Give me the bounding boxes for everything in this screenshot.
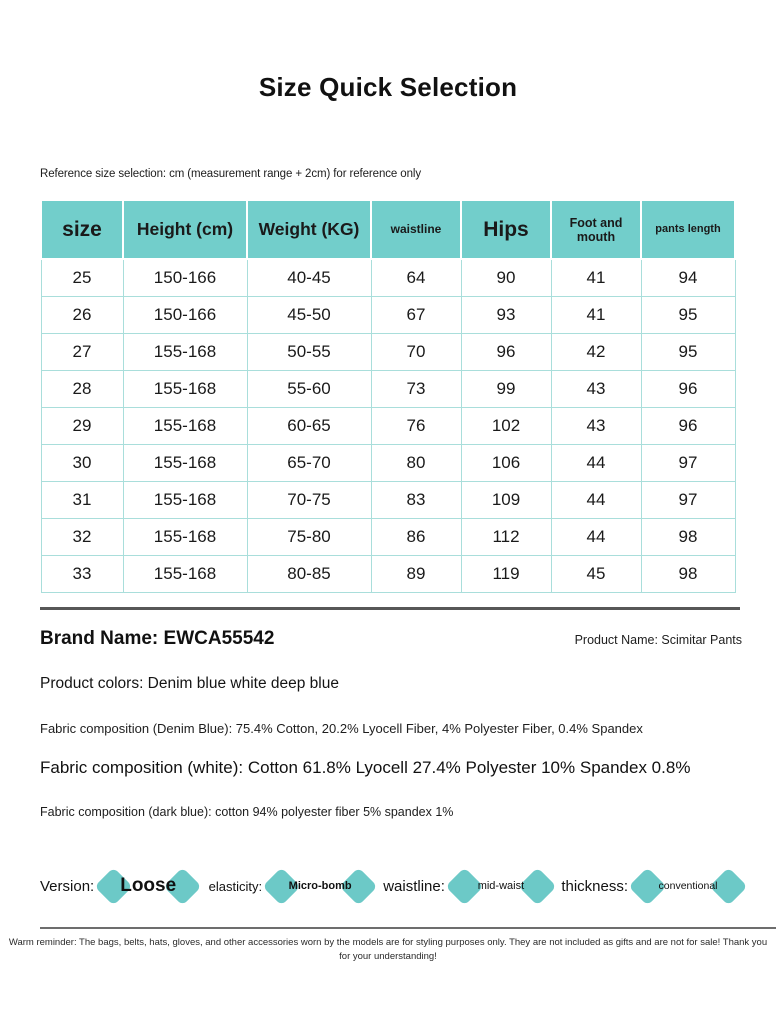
attribute-row: [40, 866, 742, 906]
attribute-value-version: Loose: [120, 875, 177, 896]
cell-weight: 60-65: [247, 408, 371, 445]
column-header-waistline: waistline: [371, 200, 461, 259]
cell-weight: 75-80: [247, 519, 371, 556]
cell-waistline: 70: [371, 334, 461, 371]
cell-foot: 42: [551, 334, 641, 371]
cell-hips: 99: [461, 371, 551, 408]
cell-weight: 70-75: [247, 482, 371, 519]
table-row: [41, 297, 735, 334]
reference-note: Reference size selection: cm (measurement range + 2cm) for reference only: [40, 168, 421, 180]
attribute-label-waistline: waistline:: [383, 877, 445, 895]
cell-foot: 44: [551, 482, 641, 519]
cell-hips: 109: [461, 482, 551, 519]
attribute-value-waistline: mid-waist: [477, 880, 525, 892]
attribute-waistline: [383, 866, 551, 906]
cell-size: 31: [41, 482, 123, 519]
fabric-composition-denim: Fabric composition (Denim Blue): 75.4% Cotton, 20.2% Lyocell Fiber, 4% Polyester Fiber, 0.4% Spandex: [40, 721, 643, 736]
section-divider-bottom: [40, 927, 776, 929]
cell-height: 155-168: [123, 371, 247, 408]
cell-foot: 44: [551, 519, 641, 556]
cell-waistline: 64: [371, 259, 461, 297]
cell-waistline: 67: [371, 297, 461, 334]
column-header-hips: Hips: [461, 200, 551, 259]
cell-hips: 90: [461, 259, 551, 297]
cell-height: 155-168: [123, 408, 247, 445]
warm-reminder-note: Warm reminder: The bags, belts, hats, gloves, and other accessories worn by the models are for styling purposes only. They are not included as gifts and are not for sale! Thank you for your understanding!: [8, 937, 768, 963]
attribute-badge-version: [100, 866, 196, 906]
attribute-elasticity: [209, 866, 372, 906]
attribute-label-thickness: thickness:: [561, 877, 629, 895]
cell-pants: 95: [641, 334, 735, 371]
cell-hips: 96: [461, 334, 551, 371]
attribute-version: [40, 866, 196, 906]
table-row: [41, 556, 735, 593]
fabric-composition-white: Fabric composition (white): Cotton 61.8% Lyocell 27.4% Polyester 10% Spandex 0.8%: [40, 758, 691, 777]
table-row: [41, 445, 735, 482]
cell-height: 155-168: [123, 445, 247, 482]
cell-height: 155-168: [123, 556, 247, 593]
cell-size: 29: [41, 408, 123, 445]
cell-height: 150-166: [123, 259, 247, 297]
product-colors: Product colors: Denim blue white deep blue: [40, 675, 339, 692]
page-title: Size Quick Selection: [258, 72, 518, 102]
cell-weight: 65-70: [247, 445, 371, 482]
cell-size: 33: [41, 556, 123, 593]
attribute-thickness: [561, 866, 742, 906]
table-row: [41, 519, 735, 556]
table-row: [41, 334, 735, 371]
column-header-pants-length: pants length: [641, 200, 735, 259]
cell-weight: 45-50: [247, 297, 371, 334]
section-divider-top: [40, 607, 740, 610]
cell-size: 25: [41, 259, 123, 297]
table-row: [41, 482, 735, 519]
cell-waistline: 73: [371, 371, 461, 408]
cell-hips: 106: [461, 445, 551, 482]
attribute-badge-elasticity: [268, 866, 372, 906]
cell-hips: 93: [461, 297, 551, 334]
cell-size: 30: [41, 445, 123, 482]
cell-size: 28: [41, 371, 123, 408]
column-header-height: Height (cm): [123, 200, 247, 259]
cell-pants: 97: [641, 482, 735, 519]
cell-size: 27: [41, 334, 123, 371]
attribute-badge-thickness: [634, 866, 742, 906]
cell-hips: 119: [461, 556, 551, 593]
cell-weight: 80-85: [247, 556, 371, 593]
cell-height: 155-168: [123, 482, 247, 519]
cell-pants: 98: [641, 556, 735, 593]
cell-hips: 112: [461, 519, 551, 556]
cell-pants: 94: [641, 259, 735, 297]
attribute-label-version: Version:: [40, 877, 95, 895]
brand-name: Brand Name: EWCA55542: [40, 628, 275, 649]
table-row: [41, 259, 735, 297]
table-body: [41, 259, 735, 593]
cell-weight: 55-60: [247, 371, 371, 408]
table-row: [41, 408, 735, 445]
attribute-value-thickness: conventional: [658, 880, 718, 892]
cell-height: 155-168: [123, 334, 247, 371]
cell-height: 150-166: [123, 297, 247, 334]
table-header-row: [41, 200, 735, 259]
cell-size: 32: [41, 519, 123, 556]
column-header-weight: Weight (KG): [247, 200, 371, 259]
cell-waistline: 83: [371, 482, 461, 519]
cell-pants: 95: [641, 297, 735, 334]
cell-pants: 96: [641, 408, 735, 445]
product-name: Product Name: Scimitar Pants: [574, 633, 742, 647]
cell-foot: 45: [551, 556, 641, 593]
column-header-foot-and-mouth: Foot and mouth: [551, 200, 641, 259]
attribute-value-elasticity: Micro-bomb: [288, 880, 352, 892]
cell-foot: 41: [551, 259, 641, 297]
cell-height: 155-168: [123, 519, 247, 556]
cell-waistline: 89: [371, 556, 461, 593]
cell-weight: 40-45: [247, 259, 371, 297]
table-row: [41, 371, 735, 408]
brand-row: [40, 628, 742, 650]
cell-pants: 97: [641, 445, 735, 482]
fabric-composition-dark-blue: Fabric composition (dark blue): cotton 94% polyester fiber 5% spandex 1%: [40, 805, 454, 819]
cell-waistline: 76: [371, 408, 461, 445]
cell-size: 26: [41, 297, 123, 334]
attribute-label-elasticity: elasticity:: [208, 878, 263, 894]
attribute-badge-waistline: [451, 866, 551, 906]
cell-foot: 41: [551, 297, 641, 334]
column-header-size: size: [41, 200, 123, 259]
cell-pants: 96: [641, 371, 735, 408]
cell-weight: 50-55: [247, 334, 371, 371]
size-table: [40, 199, 736, 593]
cell-waistline: 86: [371, 519, 461, 556]
cell-waistline: 80: [371, 445, 461, 482]
cell-pants: 98: [641, 519, 735, 556]
cell-hips: 102: [461, 408, 551, 445]
cell-foot: 43: [551, 408, 641, 445]
cell-foot: 44: [551, 445, 641, 482]
cell-foot: 43: [551, 371, 641, 408]
